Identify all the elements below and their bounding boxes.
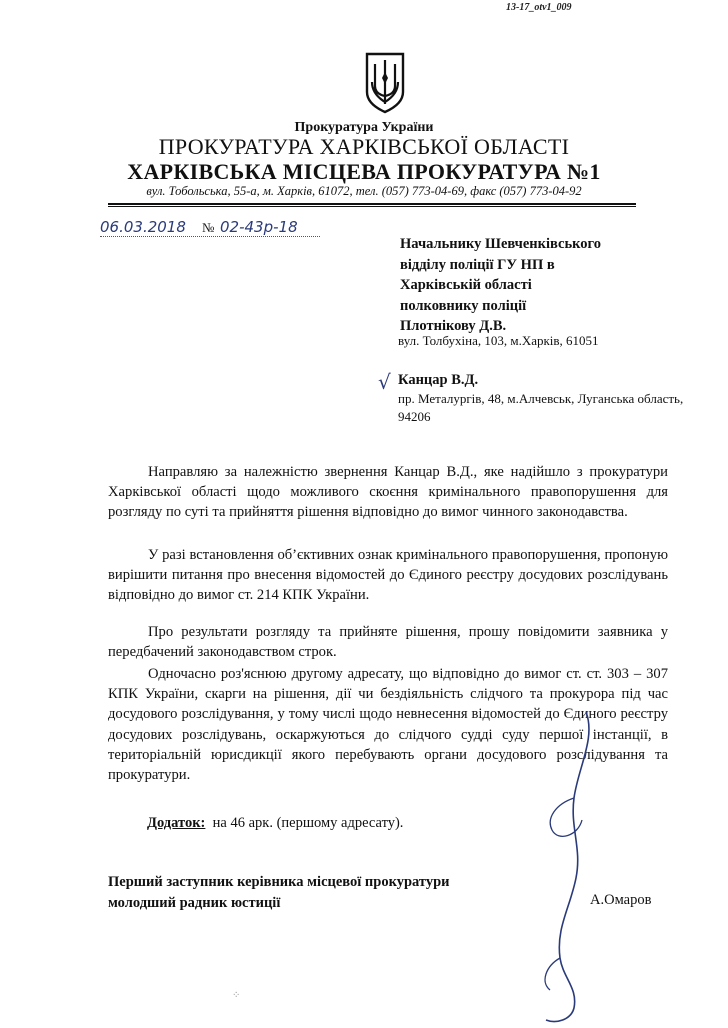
registration-date: 06.03.2018 [100, 218, 186, 236]
recipient-1-line: Плотнікову Д.В. [400, 318, 507, 334]
body-paragraph-1: Направляю за належністю звернення Канцар В.Д., яке надійшло з прокуратури Харківської області щодо можливого скоєння кримінального правопорушення для розгляду по суті та прийняття рішення відповідно до вимог чинного законодавства. [108, 464, 668, 521]
body-paragraph-4: Одночасно роз'яснюю другому адресату, що відповідно до вимог ст. ст. 303 – 307 КПК України, скарги на рішення, дії чи бездіяльність слідчого та прокурора під час досудового розслідування, у тому числі щодо невнесення відомостей до Єдиного реєстру досудових розслідувань, оскаржуються до слідчого судді суду першої інстанції, в територіальній юрисдикції якого перебувають органи досудового розслідування та прокуратури. [108, 666, 668, 784]
signatory-position-line: молодший радник юстиції [108, 895, 281, 911]
registration-underline [100, 236, 320, 237]
body-paragraph-3: Про результати розгляду та прийняте рішення, прошу повідомити заявника у передбачений законодавством строк. [108, 624, 668, 661]
recipient-1-address: вул. Толбухіна, 103, м.Харків, 61051 [398, 333, 599, 348]
recipient-2-address: пр. Металургів, 48, м.Алчевськ, Луганська область, 94206 [398, 391, 684, 424]
recipient-1-line: відділу поліції ГУ НП в [400, 256, 555, 273]
office-address: вул. Тобольська, 55-а, м. Харків, 61072, тел. (057) 773-04-69, факс (057) 773-04-92 [146, 184, 582, 198]
scan-artifact: ⁘ [232, 990, 241, 1001]
recipient-1-line: Харківській області [400, 277, 532, 293]
authority-name: Прокуратура України [294, 120, 434, 135]
recipient-1-line: полковнику поліції [400, 297, 527, 314]
trident-emblem-icon [364, 52, 406, 114]
registration-number-label: № [202, 220, 215, 235]
header-divider [108, 203, 636, 205]
local-office-name: ХАРКІВСЬКА МІСЦЕВА ПРОКУРАТУРА №1 [127, 159, 601, 184]
document-id-stamp: 13-17_otv1_009 [506, 2, 572, 13]
signatory-name: А.Омаров [590, 892, 652, 908]
recipient-1-line: Начальнику Шевченківського [400, 236, 602, 252]
check-mark: √ [378, 370, 391, 394]
annex-line [147, 815, 403, 832]
body-paragraph-2: У разі встановлення об’єктивних ознак кримінального правопорушення, пропоную вирішити питання про внесення відомостей до Єдиного реєстру досудових розслідувань відповідно до вимог ст. 214 КПК України. [108, 547, 668, 604]
recipient-2-name: Канцар В.Д. [398, 372, 479, 388]
office-name: ПРОКУРАТУРА ХАРКІВСЬКОЇ ОБЛАСТІ [158, 134, 570, 159]
handwritten-signature [516, 708, 626, 1028]
annex-label: Додаток: [147, 815, 206, 831]
recipient-1-block [400, 234, 720, 337]
header-divider-thin [108, 206, 636, 207]
signatory-position [108, 872, 450, 914]
registration-number: 02-43р-18 [220, 218, 298, 236]
annex-text: на 46 арк. (першому адресату). [212, 815, 404, 831]
signatory-position-line: Перший заступник керівника місцевої прокуратури [108, 874, 450, 890]
